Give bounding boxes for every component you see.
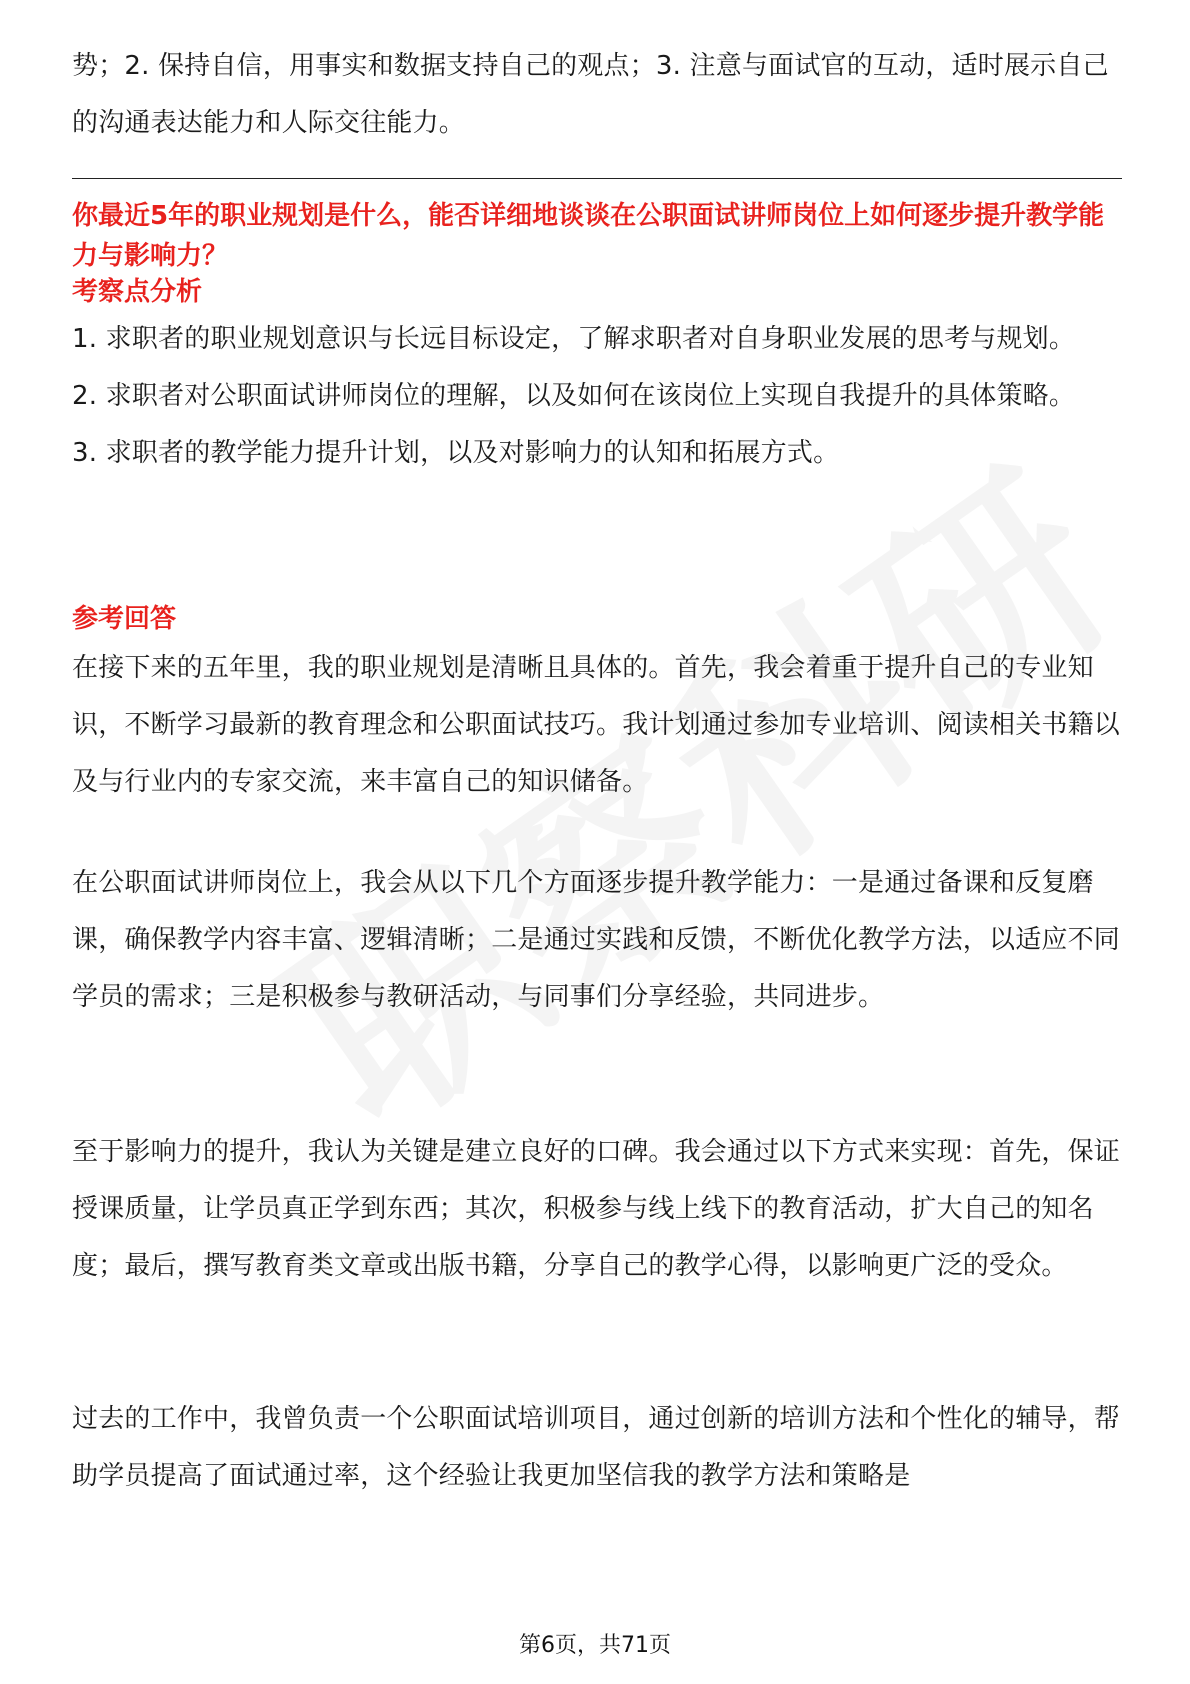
page-footer: 第6页，共71页	[519, 1633, 671, 1658]
answer-paragraph: 过去的工作中，我曾负责一个公职面试培训项目，通过创新的培训方法和个性化的辅导，帮助学员提高了面试通过率，这个经验让我更加坚信我的教学方法和策略是	[72, 1404, 1121, 1491]
section-divider	[72, 178, 1122, 179]
answer-paragraph: 在接下来的五年里，我的职业规划是清晰且具体的。首先，我会着重于提升自己的专业知识，不断学习最新的教育理念和公职面试技巧。我计划通过参加专业培训、阅读相关书籍以及与行业内的专家交流，来丰富自己的知识储备。	[72, 653, 1121, 797]
answer-heading: 参考回答	[72, 604, 177, 634]
document-page	[72, 0, 1122, 1684]
question-title: 你最近5年的职业规划是什么，能否详细地谈谈在公职面试讲师岗位上如何逐步提升教学能力与影响力？	[72, 201, 1105, 271]
continuation-text: 势；2. 保持自信，用事实和数据支持自己的观点；3. 注意与面试官的互动，适时展示自己的沟通表达能力和人际交往能力。	[72, 51, 1109, 138]
analysis-heading: 考察点分析	[72, 277, 203, 307]
analysis-list	[72, 311, 1122, 482]
answer-paragraph: 在公职面试讲师岗位上，我会从以下几个方面逐步提升教学能力：一是通过备课和反复磨课，确保教学内容丰富、逻辑清晰；二是通过实践和反馈，不断优化教学方法，以适应不同学员的需求；三是积极参与教研活动，与同事们分享经验，共同进步。	[72, 868, 1121, 1012]
analysis-item: 1. 求职者的职业规划意识与长远目标设定，了解求职者对自身职业发展的思考与规划。	[72, 324, 1076, 354]
answer-paragraph: 至于影响力的提升，我认为关键是建立良好的口碑。我会通过以下方式来实现：首先，保证授课质量，让学员真正学到东西；其次，积极参与线上线下的教育活动，扩大自己的知名度；最后，撰写教育类文章或出版书籍，分享自己的教学心得，以影响更广泛的受众。	[72, 1137, 1121, 1281]
analysis-item: 2. 求职者对公职面试讲师岗位的理解，以及如何在该岗位上实现自我提升的具体策略。	[72, 381, 1076, 411]
analysis-item: 3. 求职者的教学能力提升计划，以及对影响力的认知和拓展方式。	[72, 438, 840, 468]
